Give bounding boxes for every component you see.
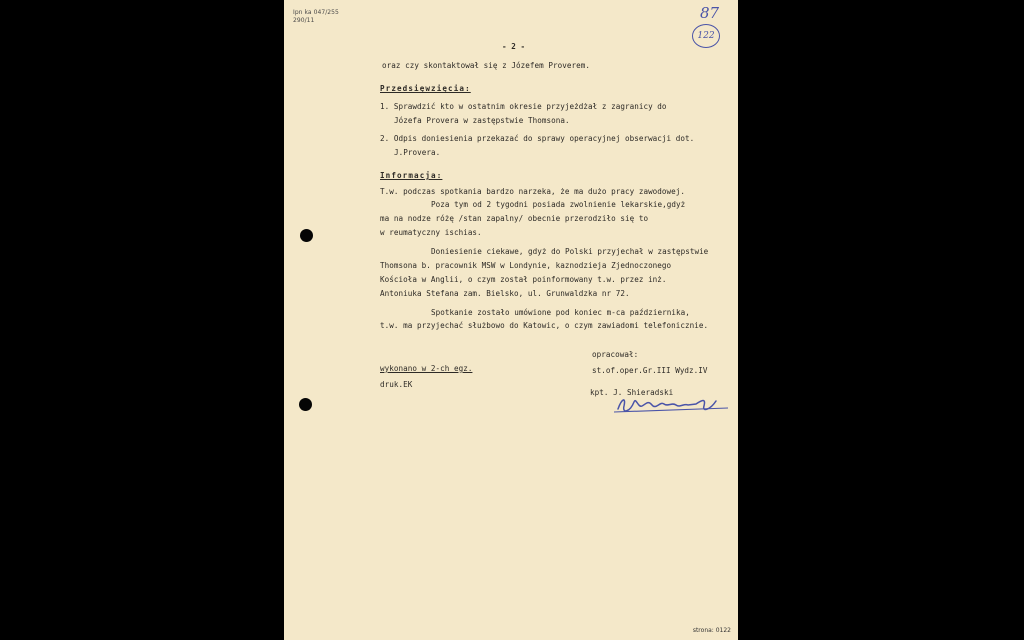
copies-note: wykonano w 2-ch egz. [380, 364, 473, 373]
info-p3-line2: Thomsona b. pracownik MSW w Londynie, kaznodzieja Zjednoczonego [380, 261, 672, 270]
handwritten-folio-number: 87 [700, 4, 720, 22]
info-p3-line4: Antoniuka Stefana zam. Bielsko, ul. Grunwaldzka nr 72. [380, 289, 630, 298]
page-stamp: strona: 0122 [692, 627, 731, 634]
task-1-line1: 1. Sprawdzić kto w ostatnim okresie przyjeżdżał z zagranicy do [380, 102, 667, 111]
task-2-line1: 2. Odpis doniesienia przekazać do sprawy operacyjnej obserwacji dot. [380, 134, 695, 143]
signature-scribble [612, 392, 736, 418]
archive-signature-line2: 290/11 [293, 17, 315, 24]
officer-name: kpt. J. Shieradski [590, 388, 674, 397]
punch-hole-top [300, 229, 313, 242]
document-page [284, 0, 738, 640]
task-2-line2: J.Provera. [394, 148, 441, 157]
info-p3-line1: Doniesienie ciekawe, gdyż do Polski przyjechał w zastępstwie [431, 247, 709, 256]
heading-przedsiewziecia: Przedsięwzięcia: [380, 84, 471, 93]
heading-informacja: Informacja: [380, 171, 443, 180]
circled-folio-text: 122 [697, 31, 715, 41]
officer-position: st.of.oper.Gr.III Wydz.IV [592, 366, 708, 375]
archive-signature-line1: Ipn ka 047/255 [293, 9, 339, 16]
info-p2-line2: ma na nodze różę /stan zapalny/ obecnie przerodziło się to [380, 214, 649, 223]
info-p2-line1: Poza tym od 2 tygodni posiada zwolnienie lekarskie,gdyż [431, 200, 686, 209]
prepared-by-label: opracował: [592, 350, 639, 359]
info-p1: T.w. podczas spotkania bardzo narzeka, że ma dużo pracy zawodowej. [380, 187, 686, 196]
signature [612, 392, 736, 418]
circled-folio-number [692, 24, 720, 48]
info-p4-line1: Spotkanie zostało umówione pod koniec m-ca października, [431, 308, 690, 317]
info-p4-line2: t.w. ma przyjechać służbowo do Katowic, o czym zawiadomi telefonicznie. [380, 321, 709, 330]
print-note: druk.EK [380, 380, 413, 389]
intro-line: oraz czy skontaktował się z Józefem Proverem. [382, 61, 590, 70]
info-p3-line3: Kościoła w Anglii, o czym został poinformowany t.w. przez inż. [380, 275, 667, 284]
info-p2-line3: w reumatyczny ischias. [380, 228, 482, 237]
page-marker: - 2 - [502, 42, 526, 51]
punch-hole-bottom [299, 398, 312, 411]
task-1-line2: Józefa Provera w zastępstwie Thomsona. [394, 116, 570, 125]
